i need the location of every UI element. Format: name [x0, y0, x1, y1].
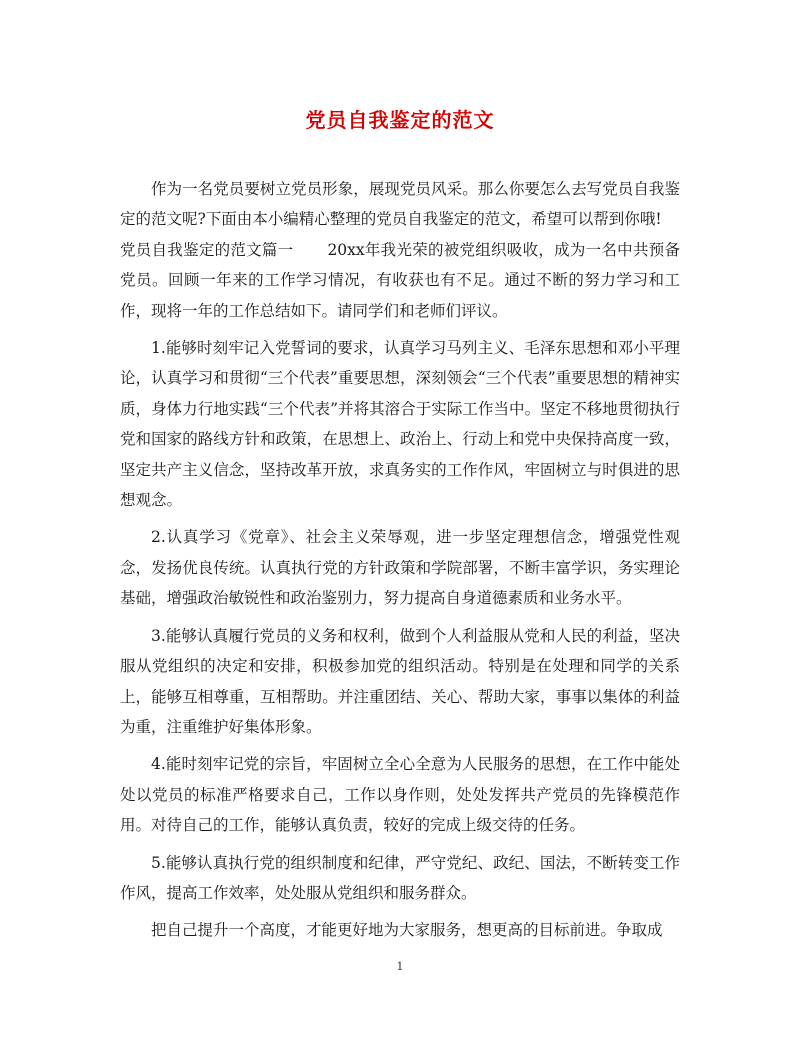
closing-paragraph: 把自己提升一个高度，才能更好地为大家服务，想更高的目标前进。争取成	[151, 921, 663, 940]
list-item-4: 4.能时刻牢记党的宗旨，牢固树立全心全意为人民服务的思想，在工作中能处处以党员的标准严格要求自己，工作以身作则，处处发挥共产党员的先锋模范作用。对待自己的工作，能够认真负责，较好的完成上级交待的任务。	[120, 755, 680, 835]
section-heading: 党员自我鉴定的范文篇一	[120, 240, 294, 259]
list-item-5: 5.能够认真执行党的组织制度和纪律，严守党纪、政纪、国法，不断转变工作作风，提高工作效率，处处服从党组织和服务群众。	[120, 853, 680, 902]
intro-paragraph: 作为一名党员要树立党员形象，展现党员风采。那么你要怎么去写党员自我鉴定的范文呢?下面由本小编精心整理的党员自我鉴定的范文，希望可以帮到你哦!	[120, 180, 680, 229]
document-body	[120, 174, 680, 953]
document-title: 党员自我鉴定的范文	[305, 108, 495, 132]
list-item-3: 3.能够认真履行党员的义务和权利，做到个人利益服从党和人民的利益，坚决服从党组织的决定和安排，积极参加党的组织活动。特别是在处理和同学的关系上，能够互相尊重，互相帮助。并注重团结、关心、帮助大家，事事以集体的利益为重，注重维护好集体形象。	[120, 626, 680, 736]
list-item-2: 2.认真学习《党章》、社会主义荣辱观，进一步坚定理想信念，增强党性观念，发扬优良传统。认真执行党的方针政策和学院部署，不断丰富学识，务实理论基础，增强政治敏锐性和政治鉴别力，努力提高自身道德素质和业务水平。	[120, 528, 680, 608]
section-opening: 20xx年我光荣的被党组织吸收，成为一名中共预备党员。回顾一年来的工作学习情况，有收获也有不足。通过不断的努力学习和工作，现将一年的工作总结如下。请同学们和老师们评议。	[120, 240, 680, 320]
list-item-1: 1.能够时刻牢记入党誓词的要求，认真学习马列主义、毛泽东思想和邓小平理论，认真学习和贯彻“三个代表”重要思想，深刻领会“三个代表”重要思想的精神实质，身体力行地实践“三个代表”并将其溶合于实际工作当中。坚定不移地贯彻执行党和国家的路线方针和政策，在思想上、政治上、行动上和党中央保持高度一致，坚定共产主义信念，坚持改革开放，求真务实的工作作风，牢固树立与时俱进的思想观念。	[120, 339, 680, 510]
page-number: 1	[396, 960, 404, 973]
section-paragraph	[120, 235, 680, 326]
